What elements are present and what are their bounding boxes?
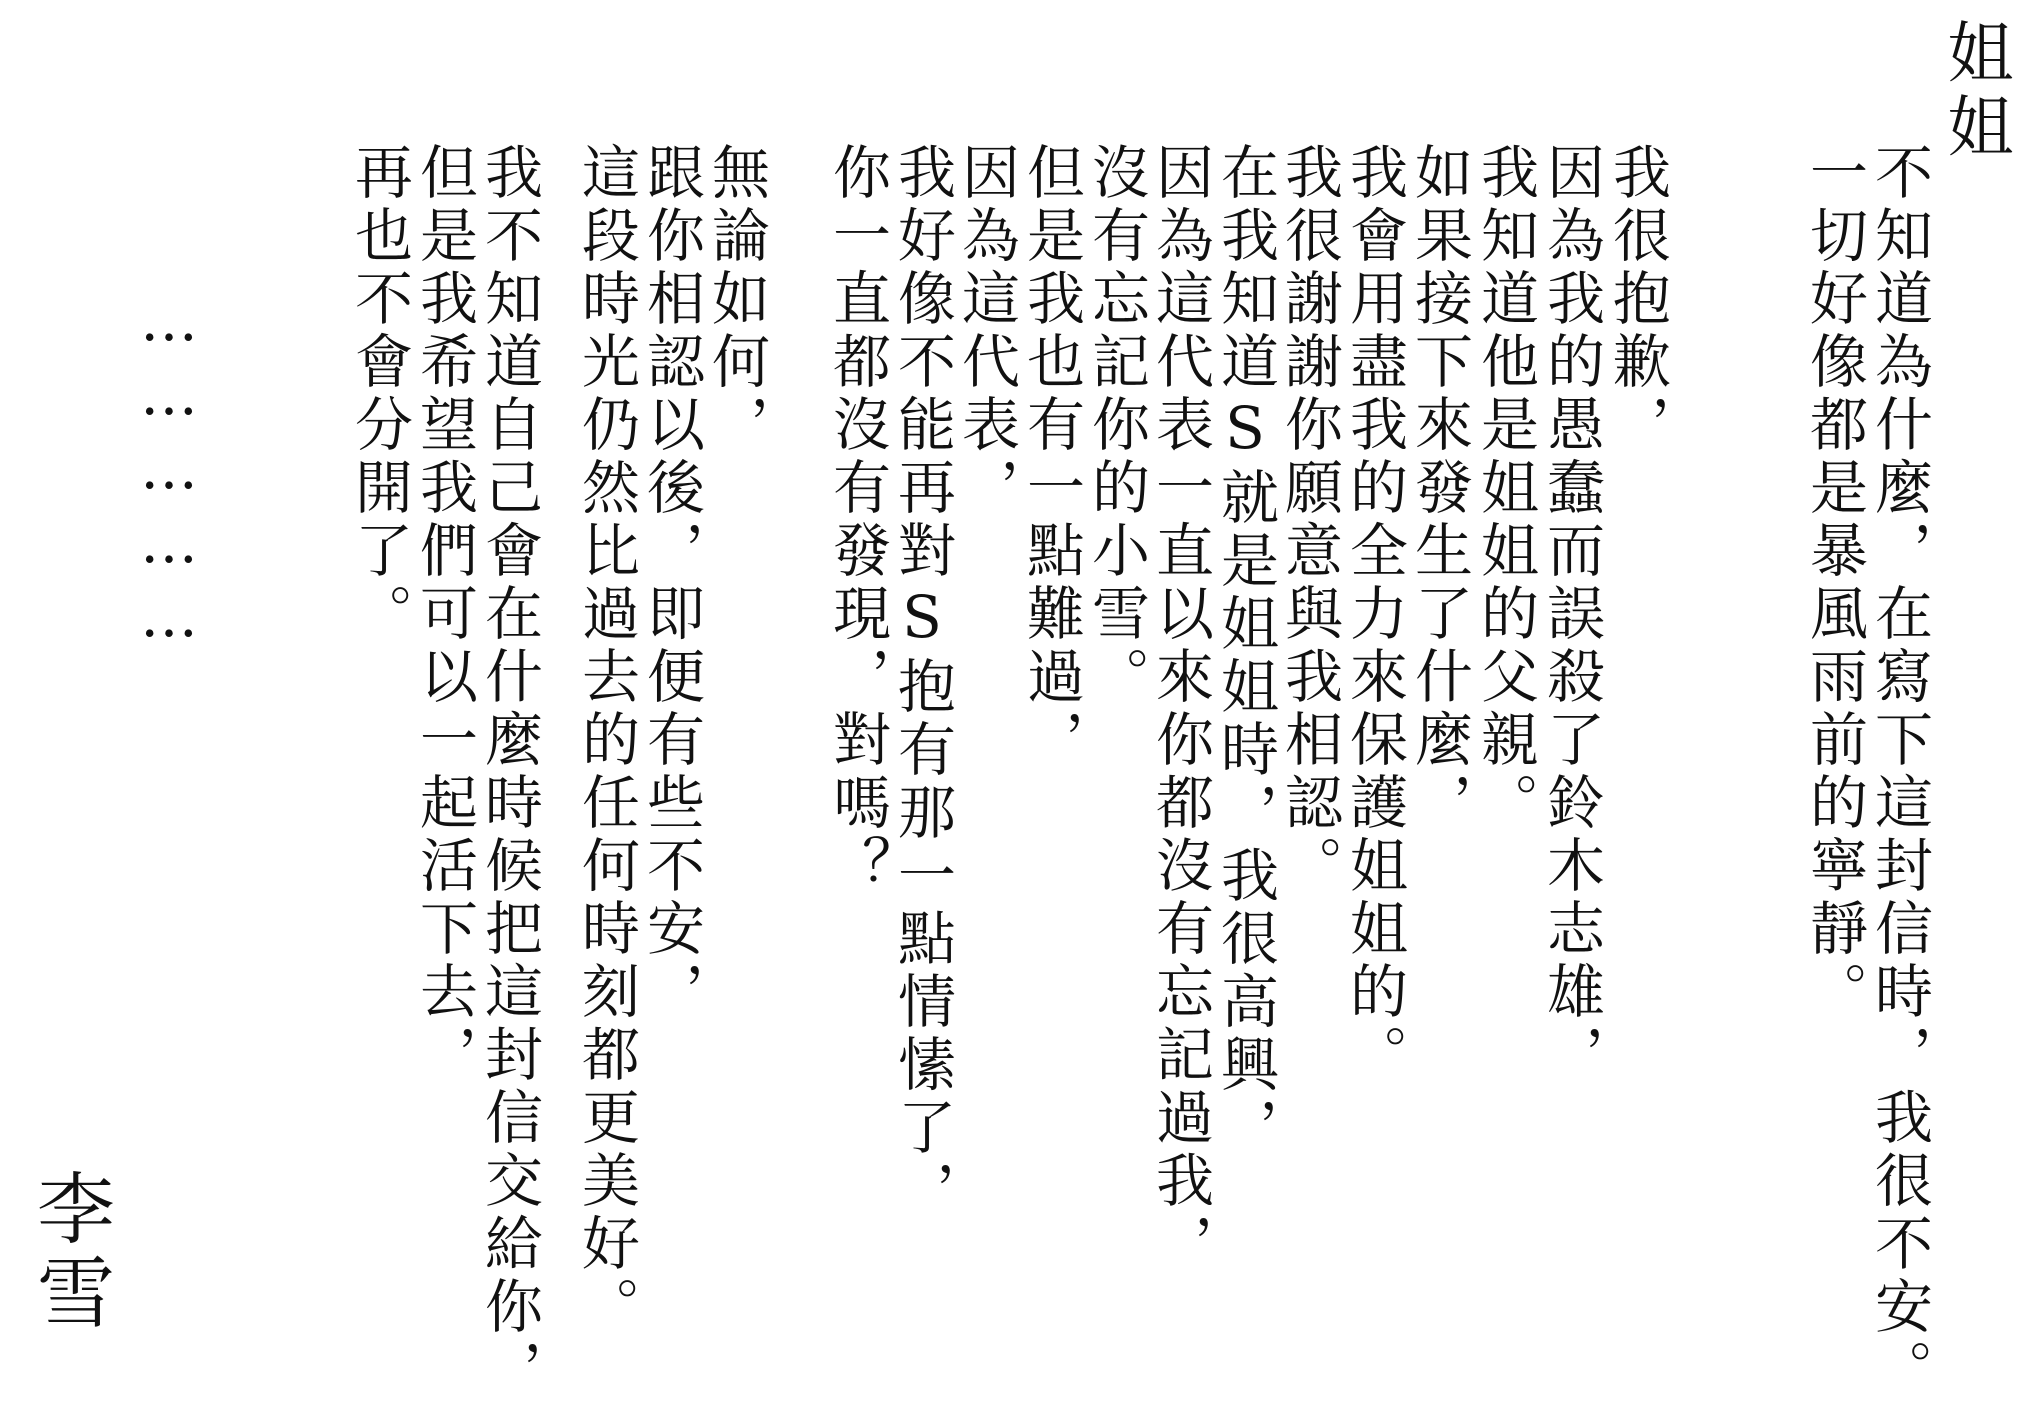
letter-line-20: 但是我希望我們可以一起活下去， xyxy=(410,142,478,1087)
letter-line-8: 我很謝謝你願意與我相認。 xyxy=(1275,142,1343,898)
ellipsis-mark: …………… xyxy=(135,286,203,656)
letter-line-7: 我會用盡我的全力來保護姐姐的。 xyxy=(1340,142,1408,1087)
signature: 李雪 xyxy=(24,1168,114,1336)
letter-line-17: 跟你相認以後，即便有些不安， xyxy=(637,142,705,1024)
letter-line-2: 一切好像都是暴風雨前的寧靜。 xyxy=(1800,142,1868,1024)
letter-line-11: 沒有忘記你的小雪。 xyxy=(1082,142,1150,709)
letter-line-16: 無論如何， xyxy=(702,142,770,457)
letter-line-21: 再也不會分開了。 xyxy=(345,142,413,646)
letter-line-19: 我不知道自己會在什麼時候把這封信交給你， xyxy=(475,142,543,1402)
letter-line-15: 你一直都沒有發現，對嗎？ xyxy=(823,142,891,898)
letter-line-14: 我好像不能再對S抱有那一點情愫了， xyxy=(888,142,956,1223)
letter-line-18: 這段時光仍然比過去的任何時刻都更美好。 xyxy=(572,142,640,1339)
letter-line-1: 不知道為什麼，在寫下這封信時，我很不安。 xyxy=(1865,142,1933,1402)
letter-line-6: 如果接下來發生了什麼， xyxy=(1405,142,1473,835)
salutation: 姐姐 xyxy=(1936,18,2013,166)
letter-line-4: 因為我的愚蠢而誤殺了鈴木志雄， xyxy=(1537,142,1605,1087)
letter-line-9: 在我知道S就是姐姐時，我很高興， xyxy=(1211,142,1279,1160)
letter-line-13: 因為這代表， xyxy=(952,142,1020,520)
letter-line-3: 我很抱歉， xyxy=(1603,142,1671,457)
letter-line-12: 但是我也有一點難過， xyxy=(1017,142,1085,772)
letter-line-10: 因為這代表一直以來你都沒有忘記過我， xyxy=(1146,142,1214,1276)
letter-line-5: 我知道他是姐姐的父親。 xyxy=(1471,142,1539,835)
